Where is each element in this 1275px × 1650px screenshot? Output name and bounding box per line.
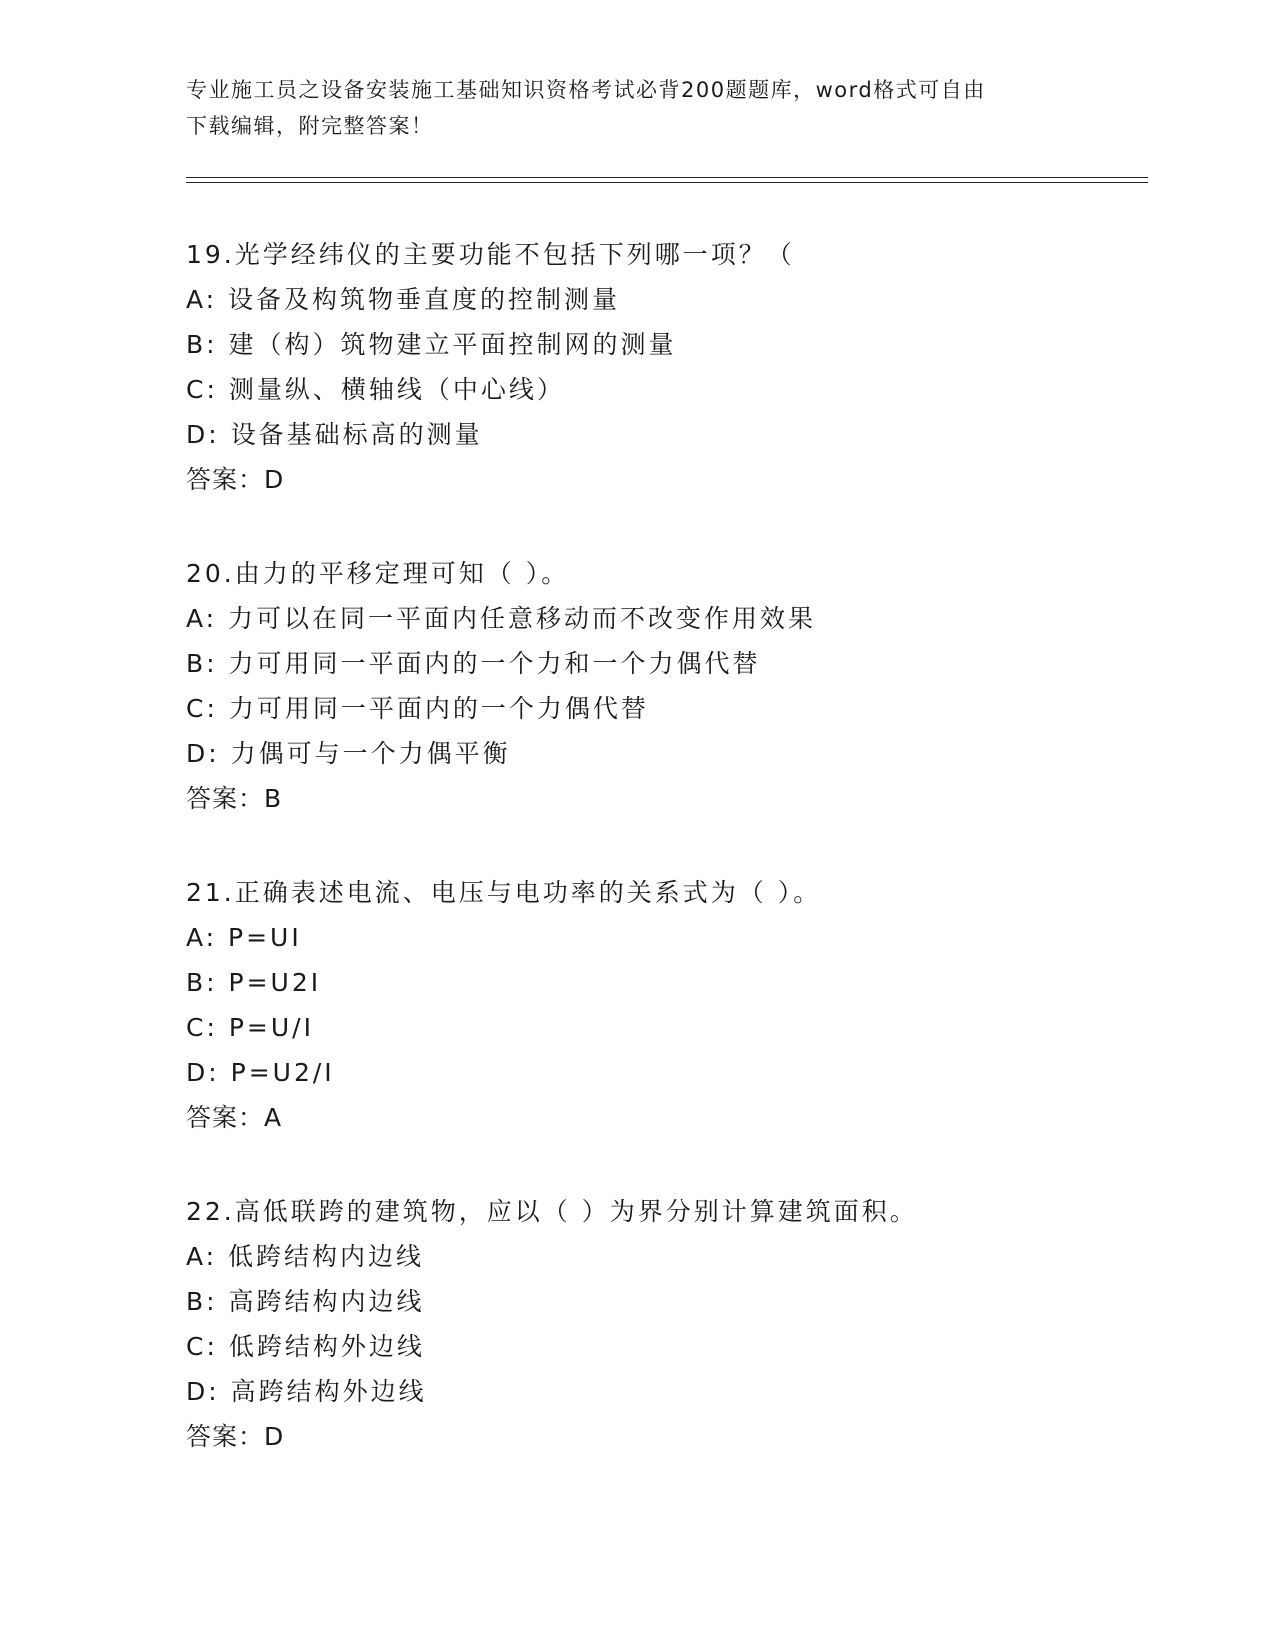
option-b: B: 高跨结构内边线 (186, 1287, 425, 1316)
option-c: C: 低跨结构外边线 (186, 1332, 425, 1361)
answer-line: 答案：D (186, 1422, 285, 1451)
option-a: A: P=UI (186, 923, 302, 952)
question-21 (186, 870, 1146, 1140)
option-d: D: P=U2/I (186, 1058, 335, 1087)
option-c: C: P=U/I (186, 1013, 314, 1042)
question-22 (186, 1189, 1146, 1459)
option-c: C: 测量纵、横轴线（中心线） (186, 375, 565, 404)
header-divider-bottom (186, 182, 1148, 183)
option-a: A: 力可以在同一平面内任意移动而不改变作用效果 (186, 604, 817, 633)
header-line-1: 专业施工员之设备安装施工基础知识资格考试必背200题题库，word格式可自由 (186, 78, 986, 102)
header-line-2: 下载编辑，附完整答案！ (186, 114, 434, 138)
document-header (186, 72, 1066, 144)
question-stem: 21.正确表述电流、电压与电功率的关系式为（ ）。 (186, 878, 822, 907)
header-divider-top (186, 177, 1148, 178)
option-a: A: 设备及构筑物垂直度的控制测量 (186, 285, 621, 314)
option-c: C: 力可用同一平面内的一个力偶代替 (186, 694, 649, 723)
question-stem: 19.光学经纬仪的主要功能不包括下列哪一项？（ (186, 240, 795, 269)
question-20 (186, 551, 1146, 821)
answer-line: 答案：A (186, 1103, 283, 1132)
answer-line: 答案：D (186, 465, 285, 494)
option-d: D: 力偶可与一个力偶平衡 (186, 739, 511, 768)
option-d: D: 高跨结构外边线 (186, 1377, 427, 1406)
option-a: A: 低跨结构内边线 (186, 1242, 425, 1271)
option-b: B: 建（构）筑物建立平面控制网的测量 (186, 330, 677, 359)
question-stem: 22.高低联跨的建筑物，应以（ ）为界分别计算建筑面积。 (186, 1197, 918, 1226)
option-d: D: 设备基础标高的测量 (186, 420, 483, 449)
answer-line: 答案：B (186, 784, 283, 813)
question-19 (186, 232, 1146, 502)
option-b: B: P=U2I (186, 968, 322, 997)
option-b: B: 力可用同一平面内的一个力和一个力偶代替 (186, 649, 761, 678)
question-stem: 20.由力的平移定理可知（ ）。 (186, 559, 570, 588)
